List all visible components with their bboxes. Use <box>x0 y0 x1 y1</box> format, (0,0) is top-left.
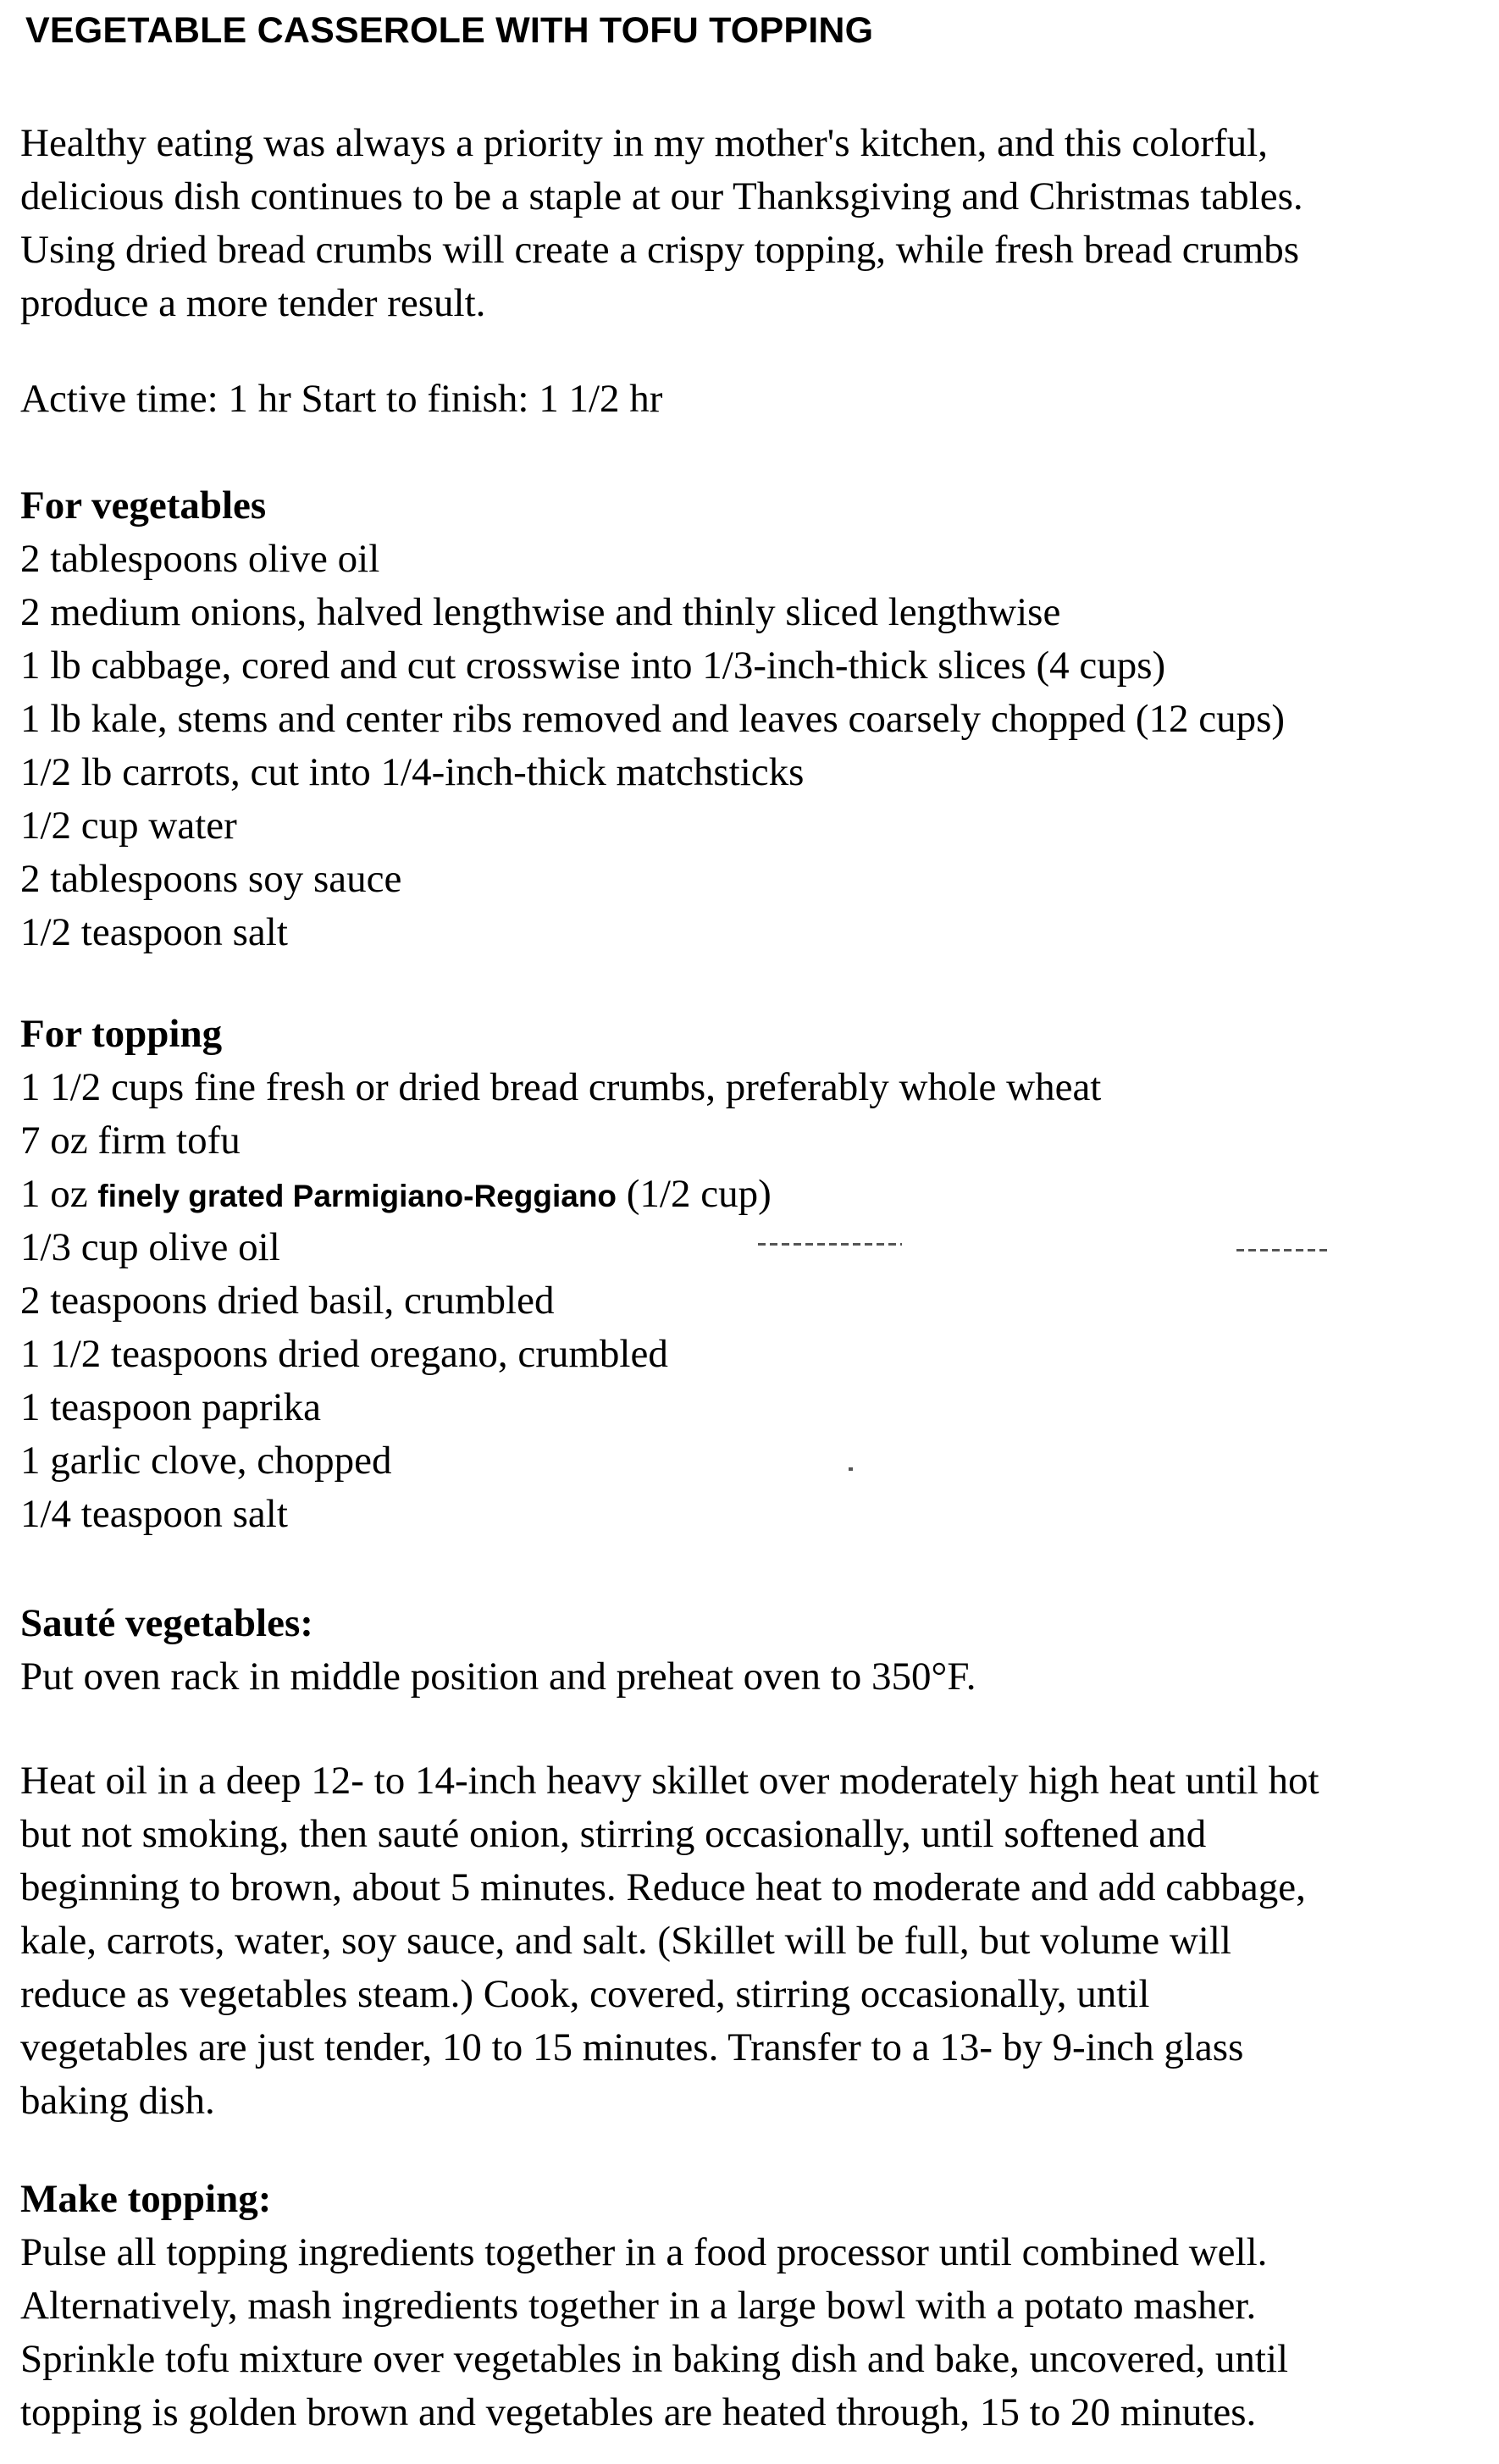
instruction-line: Sprinkle tofu mixture over vegetables in baking dish and bake, uncovered, until <box>20 2337 1289 2381</box>
vegetables-heading: For vegetables <box>20 483 267 528</box>
ingredient-item: 2 tablespoons olive oil <box>20 537 380 581</box>
instruction-line: kale, carrots, water, soy sauce, and salt. (Skillet will be full, but volume will <box>20 1919 1231 1963</box>
ingredient-item: 1/2 teaspoon salt <box>20 910 288 954</box>
ingredient-item: 1/2 lb carrots, cut into 1/4-inch-thick matchsticks <box>20 750 805 794</box>
ingredient-item: 1/4 teaspoon salt <box>20 1492 288 1536</box>
ingredient-item: 1 garlic clove, chopped <box>20 1439 392 1483</box>
intro-line: Using dried bread crumbs will create a crispy topping, while fresh bread crumbs <box>20 228 1300 272</box>
ingredient-item: 1 lb cabbage, cored and cut crosswise into 1/3-inch-thick slices (4 cups) <box>20 644 1166 688</box>
topping-section <box>20 1008 1477 1541</box>
instruction-line: Heat oil in a deep 12- to 14-inch heavy skillet over moderately high heat until hot <box>20 1759 1319 1803</box>
instruction-line: reduce as vegetables steam.) Cook, covered, stirring occasionally, until <box>20 1972 1150 2016</box>
times-line: Active time: 1 hr Start to finish: 1 1/2 hr <box>20 377 663 421</box>
intro-paragraph <box>20 117 1477 330</box>
ingredient-item: 2 tablespoons soy sauce <box>20 857 402 901</box>
make-topping-section <box>20 2173 1477 2439</box>
recipe-times <box>20 373 1477 426</box>
instruction-line: beginning to brown, about 5 minutes. Reduce heat to moderate and add cabbage, <box>20 1865 1306 1909</box>
instruction-line: but not smoking, then sauté onion, stirring occasionally, until softened and <box>20 1812 1207 1856</box>
scan-artifact <box>1236 1249 1330 1251</box>
ingredient-item: 7 oz firm tofu <box>20 1119 241 1163</box>
ingredient-item-cheese <box>20 1168 1477 1221</box>
instruction-line: Alternatively, mash ingredients together in a large bowl with a potato masher. <box>20 2284 1257 2328</box>
make-topping-heading: Make topping: <box>20 2177 272 2221</box>
intro-line: produce a more tender result. <box>20 281 486 325</box>
cheese-suffix: (1/2 cup) <box>617 1172 772 1216</box>
ingredient-item: 2 teaspoons dried basil, crumbled <box>20 1279 555 1323</box>
ingredient-item: 1 1/2 cups fine fresh or dried bread crumbs, preferably whole wheat <box>20 1065 1102 1109</box>
intro-line: delicious dish continues to be a staple at our Thanksgiving and Christmas tables. <box>20 174 1303 218</box>
instruction-line: vegetables are just tender, 10 to 15 minutes. Transfer to a 13- by 9-inch glass <box>20 2025 1244 2069</box>
saute-paragraph <box>20 1754 1477 2128</box>
vegetables-section <box>20 479 1477 959</box>
saute-section <box>20 1597 1477 1704</box>
cheese-prefix: 1 oz <box>20 1172 98 1216</box>
ingredient-item: 1/3 cup olive oil <box>20 1225 280 1269</box>
saute-heading: Sauté vegetables: <box>20 1601 313 1645</box>
instruction-line: topping is golden brown and vegetables are heated through, 15 to 20 minutes. <box>20 2390 1257 2434</box>
recipe-title: VEGETABLE CASSEROLE WITH TOFU TOPPING <box>25 10 874 51</box>
scan-artifact <box>758 1243 902 1246</box>
scan-artifact <box>849 1467 853 1471</box>
instruction-line: baking dish. <box>20 2079 215 2123</box>
ingredient-item: 1/2 cup water <box>20 804 237 848</box>
instruction-line: Put oven rack in middle position and preheat oven to 350°F. <box>20 1655 976 1699</box>
ingredient-item: 1 teaspoon paprika <box>20 1385 322 1429</box>
ingredient-item: 1 lb kale, stems and center ribs removed and leaves coarsely chopped (12 cups) <box>20 697 1286 741</box>
ingredient-item: 2 medium onions, halved lengthwise and thinly sliced lengthwise <box>20 590 1061 634</box>
intro-line: Healthy eating was always a priority in my mother's kitchen, and this colorful, <box>20 121 1268 165</box>
topping-heading: For topping <box>20 1012 223 1056</box>
cheese-name: finely grated Parmigiano-Reggiano <box>97 1179 617 1213</box>
ingredient-item: 1 1/2 teaspoons dried oregano, crumbled <box>20 1332 668 1376</box>
instruction-line: Pulse all topping ingredients together in a food processor until combined well. <box>20 2230 1268 2274</box>
